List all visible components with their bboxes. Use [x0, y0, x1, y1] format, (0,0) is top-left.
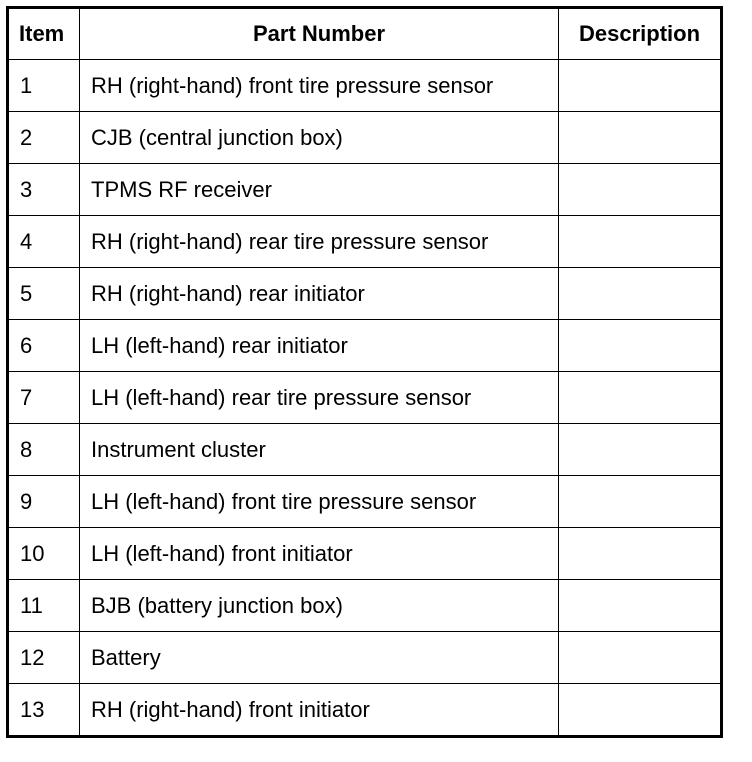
table-row: [8, 476, 722, 528]
table-header: [8, 8, 722, 60]
cell-description: [559, 632, 722, 684]
cell-item: 1: [8, 60, 80, 112]
cell-item: 9: [8, 476, 80, 528]
cell-description: [559, 580, 722, 632]
column-header-description: Description: [559, 8, 722, 60]
table-row: [8, 424, 722, 476]
cell-item: 2: [8, 112, 80, 164]
cell-item: 11: [8, 580, 80, 632]
table-row: [8, 60, 722, 112]
column-header-part-number: Part Number: [80, 8, 559, 60]
table-row: [8, 580, 722, 632]
cell-part-number: LH (left-hand) rear tire pressure sensor: [80, 372, 559, 424]
cell-description: [559, 164, 722, 216]
cell-description: [559, 320, 722, 372]
table-row: [8, 632, 722, 684]
cell-part-number: LH (left-hand) rear initiator: [80, 320, 559, 372]
cell-part-number: LH (left-hand) front tire pressure sensor: [80, 476, 559, 528]
cell-part-number: Instrument cluster: [80, 424, 559, 476]
cell-part-number: RH (right-hand) rear tire pressure sensor: [80, 216, 559, 268]
cell-part-number: CJB (central junction box): [80, 112, 559, 164]
cell-description: [559, 684, 722, 737]
table-row: [8, 684, 722, 737]
table-row: [8, 216, 722, 268]
cell-description: [559, 424, 722, 476]
cell-item: 13: [8, 684, 80, 737]
table-row: [8, 164, 722, 216]
header-row: [8, 8, 722, 60]
cell-item: 6: [8, 320, 80, 372]
column-header-item: Item: [8, 8, 80, 60]
cell-description: [559, 528, 722, 580]
table-row: [8, 112, 722, 164]
cell-description: [559, 476, 722, 528]
cell-item: 5: [8, 268, 80, 320]
cell-part-number: RH (right-hand) rear initiator: [80, 268, 559, 320]
cell-item: 8: [8, 424, 80, 476]
cell-part-number: RH (right-hand) front initiator: [80, 684, 559, 737]
table-row: [8, 528, 722, 580]
table-row: [8, 372, 722, 424]
cell-description: [559, 112, 722, 164]
cell-part-number: RH (right-hand) front tire pressure sensor: [80, 60, 559, 112]
cell-part-number: Battery: [80, 632, 559, 684]
table-row: [8, 268, 722, 320]
cell-description: [559, 268, 722, 320]
cell-description: [559, 372, 722, 424]
cell-part-number: LH (left-hand) front initiator: [80, 528, 559, 580]
table-row: [8, 320, 722, 372]
cell-item: 10: [8, 528, 80, 580]
cell-item: 4: [8, 216, 80, 268]
cell-item: 7: [8, 372, 80, 424]
table-body: [8, 60, 722, 737]
cell-item: 12: [8, 632, 80, 684]
cell-part-number: BJB (battery junction box): [80, 580, 559, 632]
cell-part-number: TPMS RF receiver: [80, 164, 559, 216]
cell-description: [559, 60, 722, 112]
cell-item: 3: [8, 164, 80, 216]
cell-description: [559, 216, 722, 268]
parts-table: [6, 6, 723, 738]
